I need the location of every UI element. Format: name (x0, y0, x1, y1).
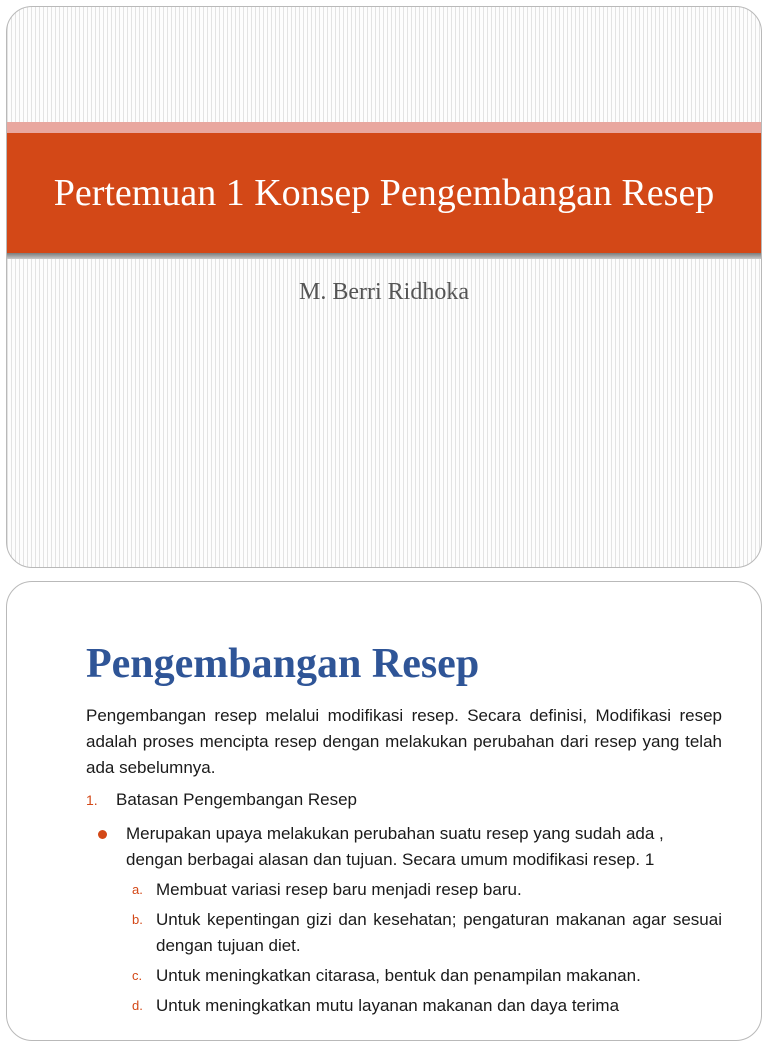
sub-item-marker: d. (132, 998, 143, 1013)
bullet-dot-icon (98, 830, 107, 839)
numbered-marker: 1. (86, 792, 98, 808)
sub-item-marker: a. (132, 882, 143, 897)
title-slide (6, 6, 762, 568)
sub-item (86, 907, 722, 959)
sub-item-marker: b. (132, 912, 143, 927)
intro-paragraph: Pengembangan resep melalui modifikasi resep. Secara definisi, Modifikasi resep adalah proses mencipta resep dengan melakukan perubahan dari resep yang telah ada sebelumnya. (86, 706, 722, 777)
sub-item-marker: c. (132, 968, 143, 983)
bullet-item (86, 821, 722, 873)
banner-main (7, 133, 761, 253)
numbered-text: Batasan Pengembangan Resep (116, 790, 358, 809)
content-slide (6, 581, 762, 1041)
sub-item (86, 877, 722, 903)
sub-item-text: Membuat variasi resep baru menjadi resep baru. (156, 880, 522, 899)
sub-item-text: Untuk meningkatkan citarasa, bentuk dan penampilan makanan. (156, 966, 641, 985)
banner-bottom-strip (7, 253, 761, 259)
slide-subtitle: M. Berri Ridhoka (299, 279, 469, 305)
sub-item-text: Untuk kepentingan gizi dan kesehatan; pengaturan makanan agar sesuai dengan tujuan diet. (156, 910, 722, 955)
sub-item-text: Untuk meningkatkan mutu layanan makanan dan daya terima (156, 996, 620, 1015)
sub-item (86, 963, 722, 989)
slide-heading: Pengembangan Resep (86, 641, 480, 687)
sub-item (86, 993, 722, 1019)
numbered-item (86, 787, 722, 813)
slide-title: Pertemuan 1 Konsep Pengembangan Resep (53, 172, 715, 214)
bullet-text: Merupakan upaya melakukan perubahan suatu resep yang sudah ada , dengan berbagai alasan dan tujuan. Secara umum modifikasi resep. 1 (126, 824, 664, 869)
slide-body (86, 703, 722, 1019)
banner-top-strip (7, 122, 761, 133)
title-banner (7, 122, 761, 259)
